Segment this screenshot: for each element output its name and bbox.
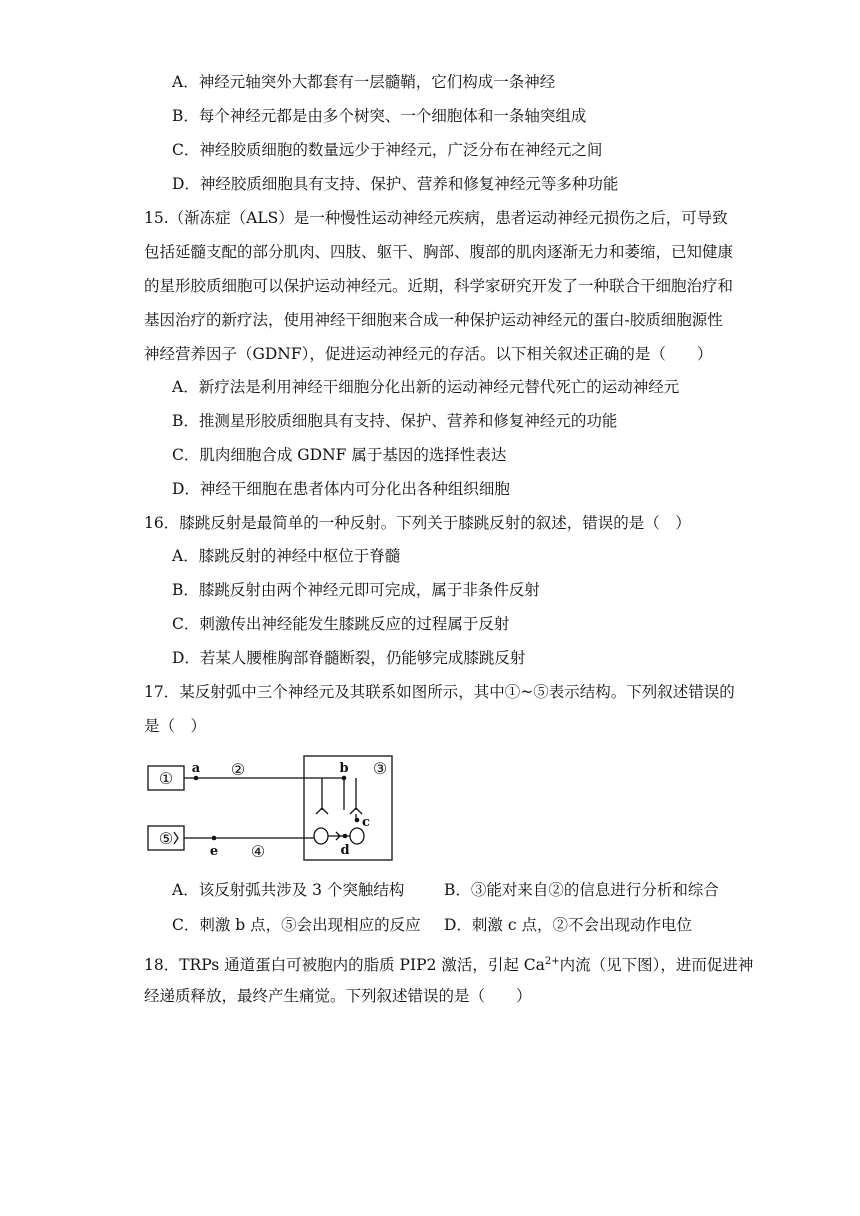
q17-stem-line-2: 是（ ） bbox=[144, 717, 207, 735]
label-a: a bbox=[191, 761, 201, 776]
neuron-body bbox=[350, 828, 364, 844]
q17-option-a: A．该反射弧共涉及 3 个突触结构 bbox=[172, 881, 405, 899]
point-e bbox=[212, 836, 217, 841]
point-b bbox=[342, 776, 347, 781]
q14-option-d: D．神经胶质细胞具有支持、保护、营养和修复神经元等多种功能 bbox=[172, 175, 619, 193]
q17-option-c: C．刺激 b 点，⑤会出现相应的反应 bbox=[172, 916, 421, 934]
synapse-cap-2 bbox=[350, 808, 362, 814]
q18-stem-line-1 bbox=[144, 952, 753, 975]
q15-option-b: B．推测星形胶质细胞具有支持、保护、营养和修复神经元的功能 bbox=[172, 412, 618, 430]
label-circle-5: ⑤ bbox=[158, 829, 174, 848]
q17-option-b: B．③能对来自②的信息进行分析和综合 bbox=[444, 881, 719, 899]
q14-option-b: B．每个神经元都是由多个树突、一个细胞体和一条轴突组成 bbox=[172, 107, 587, 125]
q17-option-d: D．刺激 c 点，②不会出现动作电位 bbox=[444, 916, 692, 934]
reflex-arc-diagram bbox=[144, 750, 404, 870]
label-circle-3: ③ bbox=[372, 759, 388, 778]
q15-stem-line-1: 15.（渐冻症（ALS）是一种慢性运动神经元疾病，患者运动神经元损伤之后，可导致 bbox=[144, 209, 728, 227]
q18-stem-line-2: 经递质释放，最终产生痛觉。下列叙述错误的是（ ） bbox=[144, 987, 532, 1005]
label-e: e bbox=[209, 844, 219, 859]
q15-option-c: C．肌肉细胞合成 GDNF 属于基因的选择性表达 bbox=[172, 446, 507, 464]
q15-option-a: A．新疗法是利用神经干细胞分化出新的运动神经元替代死亡的运动神经元 bbox=[172, 378, 680, 396]
q14-option-c: C．神经胶质细胞的数量远少于神经元，广泛分布在神经元之间 bbox=[172, 141, 603, 159]
interneuron-body bbox=[314, 828, 328, 844]
q16-stem: 16．膝跳反射是最简单的一种反射。下列关于膝跳反射的叙述，错误的是（ ） bbox=[144, 514, 691, 532]
label-circle-1: ① bbox=[158, 769, 174, 788]
q16-option-b: B．膝跳反射由两个神经元即可完成，属于非条件反射 bbox=[172, 581, 540, 599]
q16-option-d: D．若某人腰椎胸部脊髓断裂，仍能够完成膝跳反射 bbox=[172, 649, 526, 667]
q18-text-post: 内流（见下图），进而促进神 bbox=[559, 956, 754, 975]
point-d bbox=[343, 834, 348, 839]
q16-option-a: A．膝跳反射的神经中枢位于脊髓 bbox=[172, 547, 401, 565]
label-d: d bbox=[340, 843, 350, 858]
q15-stem-line-2: 包括延髓支配的部分肌肉、四肢、躯干、胸部、腹部的肌肉逐渐无力和萎缩，已知健康 bbox=[144, 243, 734, 261]
q15-stem-line-5: 神经营养因子（GDNF），促进运动神经元的存活。以下相关叙述正确的是（ ） bbox=[144, 345, 713, 363]
label-c: c bbox=[362, 815, 370, 830]
q16-option-c: C．刺激传出神经能发生膝跳反应的过程属于反射 bbox=[172, 615, 510, 633]
synapse-cap-1 bbox=[316, 808, 328, 814]
point-a bbox=[194, 776, 199, 781]
q15-stem-line-4: 基因治疗的新疗法，使用神经干细胞来合成一种保护运动神经元的蛋白-胶质细胞源性 bbox=[144, 311, 723, 329]
q15-option-d: D．神经干细胞在患者体内可分化出各种组织细胞 bbox=[172, 480, 510, 498]
q15-stem-line-3: 的星形胶质细胞可以保护运动神经元。近期，科学家研究开发了一种联合干细胞治疗和 bbox=[144, 277, 734, 295]
q17-stem-line-1: 17．某反射弧中三个神经元及其联系如图所示，其中①~⑤表示结构。下列叙述错误的 bbox=[144, 683, 735, 701]
label-circle-4: ④ bbox=[250, 842, 266, 861]
label-circle-2: ② bbox=[230, 760, 246, 779]
q18-superscript: 2+ bbox=[544, 956, 560, 967]
point-c bbox=[355, 818, 360, 823]
label-b: b bbox=[339, 761, 349, 776]
q18-text-pre: 18．TRPs 通道蛋白可被胞内的脂质 PIP2 激活，引起 Ca bbox=[144, 956, 545, 975]
q14-option-a: A．神经元轴突外大都套有一层髓鞘，它们构成一条神经 bbox=[172, 73, 556, 91]
